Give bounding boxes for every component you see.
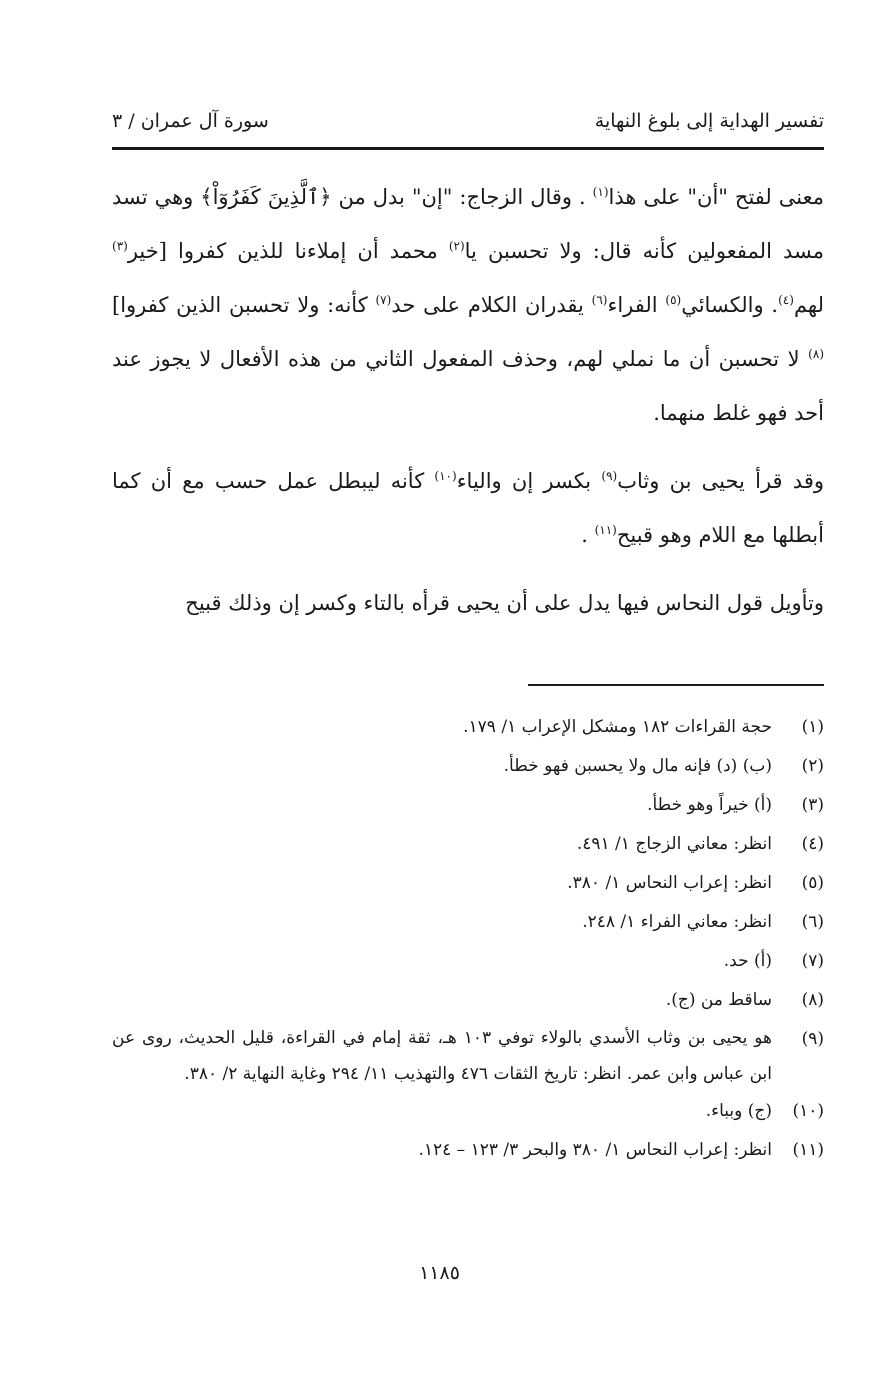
footnote-item	[112, 981, 824, 1020]
footnote-number: (١١)	[792, 1140, 824, 1160]
footnote-text: هو يحيى بن وثاب الأسدي بالولاء توفي ١٠٣ هـ، ثقة إمام في القراءة، قليل الحديث، روى عن ابن عباس وابن عمر. انظر: تاريخ الثقات ٤٧٦ والتهذيب ١١/ ٢٩٤ وغاية النهاية ٢/ ٣٨٠.	[112, 1028, 773, 1084]
footnote-marker[interactable]: (٢)	[448, 239, 465, 253]
book-title: تفسير الهداية إلى بلوغ النهاية	[594, 110, 824, 132]
header-rule	[112, 147, 824, 150]
footnote-text: (أ) حد.	[723, 951, 772, 971]
footnote-separator	[528, 684, 824, 686]
footnote-item	[112, 864, 824, 903]
footnote-number: (٥)	[801, 873, 824, 893]
text-segment: معنى لفتح "أن" على هذا	[608, 185, 825, 209]
footnote-text: ساقط من (ج).	[665, 990, 772, 1010]
footnote-marker[interactable]: (١١)	[594, 523, 617, 537]
text-segment: .	[581, 523, 595, 547]
footnote-marker[interactable]: (١٠)	[434, 469, 457, 483]
body-paragraph	[112, 576, 824, 630]
footnote-text: انظر: معاني الزجاج ١/ ٤٩١.	[576, 834, 772, 854]
footnote-number: (١)	[801, 717, 824, 737]
text-segment: وتأويل قول النحاس فيها يدل على أن يحيى قرأه بالتاء وكسر إن وذلك قبيح	[185, 591, 824, 615]
body-paragraph	[112, 170, 824, 440]
footnote-number: (١٠)	[792, 1101, 824, 1121]
page-number: ١١٨٥	[419, 1262, 460, 1284]
footnote-marker[interactable]: (٣)	[112, 239, 128, 253]
footnote-marker[interactable]: (١)	[592, 185, 609, 199]
footnote-text: (ب) (د) فإنه مال ولا يحسبن فهو خطأ.	[503, 756, 772, 776]
body-paragraph	[112, 454, 824, 562]
footnote-number: (٣)	[801, 795, 824, 815]
footnote-item	[112, 903, 824, 942]
footnote-text: (أ) خيراً وهو خطأ.	[647, 795, 772, 815]
footnote-item	[112, 1131, 824, 1170]
footnote-marker[interactable]: (٨)	[808, 347, 824, 361]
footnotes	[112, 708, 824, 1170]
text-segment: . والكسائي	[681, 293, 779, 317]
footnote-number: (٩)	[801, 1029, 824, 1049]
footnote-number: (٦)	[801, 912, 824, 932]
main-text	[112, 170, 824, 630]
footnote-item	[112, 942, 824, 981]
running-header	[112, 110, 824, 132]
text-segment: محمد أن إملاءنا للذين كفروا [خير	[127, 239, 449, 263]
footnote-marker[interactable]: (٥)	[665, 293, 682, 307]
footnote-marker[interactable]: (٤)	[778, 293, 794, 307]
text-segment: الفراء	[607, 293, 666, 317]
footnote-number: (٤)	[801, 834, 824, 854]
footnote-number: (٨)	[801, 990, 824, 1010]
footnote-marker[interactable]: (٦)	[591, 293, 608, 307]
footnote-number: (٧)	[801, 951, 824, 971]
footnote-text: انظر: إعراب النحاس ١/ ٣٨٠.	[567, 873, 772, 893]
footnote-marker[interactable]: (٧)	[375, 293, 392, 307]
footnote-text: انظر: معاني الفراء ١/ ٢٤٨.	[582, 912, 772, 932]
footnote-item	[112, 708, 824, 747]
footnote-item	[112, 747, 824, 786]
footnote-item	[112, 825, 824, 864]
footnote-text: انظر: إعراب النحاس ١/ ٣٨٠ والبحر ٣/ ١٢٣ – ١٢٤.	[418, 1140, 772, 1160]
text-segment: كأنه ليبطل عمل حسب مع أن كما أبطلها مع اللام وهو قبيح	[112, 469, 824, 547]
text-segment: . وقال الزجاج: "إن" بدل من ﴿ٱلَّذِينَ كَفَرُوٓاْ﴾ وهي تسد مسد المفعولين كأنه قال: ولا تحسبن يا	[112, 185, 824, 263]
footnote-item	[112, 1020, 824, 1092]
text-segment: بكسر إن والياء	[456, 469, 602, 493]
surah-label: سورة آل عمران / ٣	[112, 110, 269, 132]
footnote-text: (ج) وبباء.	[705, 1101, 772, 1121]
text-segment: لهم	[793, 293, 824, 317]
footnote-marker[interactable]: (٩)	[601, 469, 618, 483]
footnote-item	[112, 1092, 824, 1131]
footnote-item	[112, 786, 824, 825]
footnote-number: (٢)	[801, 756, 824, 776]
text-segment: وقد قرأ يحيى بن وثاب	[617, 469, 824, 493]
text-segment: يقدران الكلام على حد	[391, 293, 592, 317]
text-segment: لا تحسبن أن ما نملي لهم، وحذف المفعول الثاني من هذه الأفعال لا يجوز عند أحد فهو غلط منهما.	[112, 347, 824, 425]
footnote-text: حجة القراءات ١٨٢ ومشكل الإعراب ١/ ١٧٩.	[463, 717, 772, 737]
text-segment: كأنه: ولا تحسبن الذين كفروا]	[112, 293, 376, 317]
